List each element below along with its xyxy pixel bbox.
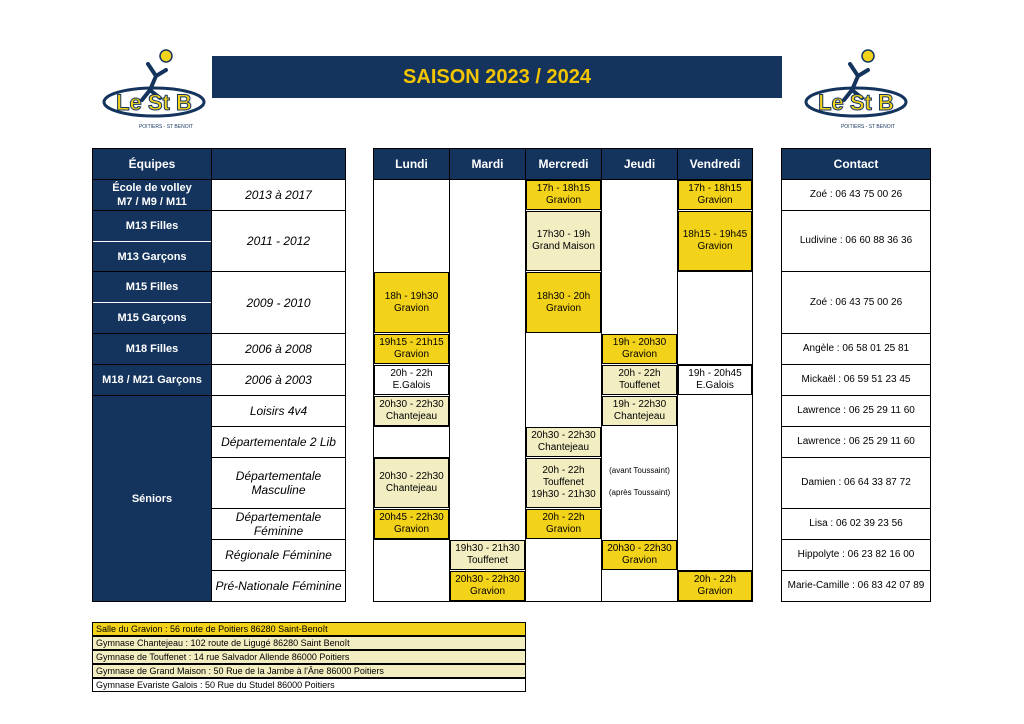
slot-cell: 20h - 22h Touffenet [602,365,677,395]
slot-cell: 20h30 - 22h30 Chantejeau [526,427,601,457]
age-range: 2009 - 2010 [246,295,311,310]
slot-cell: 20h30 - 22h30 Gravion [450,571,525,601]
logo-text: Le St B [116,90,192,115]
slot-cell: 20h30 - 22h30 Chantejeau [374,396,449,426]
day-header-vendredi: Vendredi [678,149,752,179]
slot-cell: 19h30 - 21h30 Touffenet [450,540,525,570]
contact-entry: Hippolyte : 06 23 82 16 00 [797,549,915,560]
logo-subtitle: POITIERS - ST BENOIT [138,124,194,130]
team-m18-m21-garcons: M18 / M21 Garçons [93,365,211,395]
contact-entry: Angèle : 06 58 01 25 81 [802,343,910,354]
day-header-jeudi: Jeudi [602,149,677,179]
logo-text: Le St B [818,90,894,115]
age-range: 2011 - 2012 [246,234,311,248]
contact-entry: Zoé : 06 43 75 00 26 [809,189,903,200]
legend-gravion: Salle du Gravion : 56 route de Poitiers 86280 Saint-Benoît [92,622,526,636]
age-range: 2006 à 2008 [245,342,312,356]
age-range: 2006 à 2003 [245,373,312,387]
slot-cell: 17h30 - 19h Grand Maison [526,211,601,271]
legend-grand-maison: Gymnase de Grand Maison : 50 Rue de la Jambe à l'Âne 86000 Poitiers [92,664,526,678]
slot-note: (avant Toussaint) [609,466,670,475]
team-m18-filles: M18 Filles [93,334,211,364]
contact-entry: Ludivine : 06 60 88 36 36 [799,235,913,246]
team-m13-garcons: M13 Garçons [93,242,211,271]
day-header-lundi: Lundi [374,149,449,179]
contact-header: Contact [782,149,930,179]
level-label: Départementale Masculine [235,469,322,497]
slot-cell: 19h15 - 21h15 Gravion [374,334,449,364]
day-header-mardi: Mardi [450,149,525,179]
slot-cell: 20h - 22h Touffenet 19h30 - 21h30 [526,458,601,508]
contact-entry: Zoé : 06 43 75 00 26 [809,296,903,308]
legend-chantejeau: Gymnase Chantejeau : 102 route de Ligugé 86280 Saint Benoît [92,636,526,650]
logo-subtitle: POITIERS - ST BENOIT [840,124,896,130]
slot-cell: 19h - 22h30 Chantejeau [602,396,677,426]
slot-cell: 18h30 - 20h Gravion [526,272,601,333]
team-m13-filles: M13 Filles [93,211,211,241]
slot-cell: 20h - 22h Gravion [526,509,601,539]
team-m15-garcons: M15 Garçons [93,303,211,333]
slot-cell: 20h - 22h Gravion [678,571,752,601]
page-title: SAISON 2023 / 2024 [212,56,782,98]
contact-entry: Damien : 06 64 33 87 72 [801,477,911,488]
team-ecole: École de volley M7 / M9 / M11 [93,180,211,210]
legend-galois: Gymnase Evariste Galois : 50 Rue du Studel 86000 Poitiers [92,678,526,692]
slot-cell: 17h - 18h15 Gravion [526,180,601,210]
slot-cell: 20h45 - 22h30 Gravion [374,509,449,539]
club-logo-right [802,46,910,134]
slot-cell: 18h15 - 19h45 Gravion [678,211,752,271]
day-header-mercredi: Mercredi [526,149,601,179]
contact-entry: Mickaël : 06 59 51 23 45 [801,374,911,385]
age-range: 2013 à 2017 [245,188,312,202]
level-label: Départementale Féminine [235,510,322,538]
team-seniors: Séniors [93,396,211,601]
contact-entry: Lawrence : 06 25 29 11 60 [797,405,915,416]
contact-entry: Lawrence : 06 25 29 11 60 [797,436,915,447]
contact-entry: Lisa : 06 02 39 23 56 [809,518,903,529]
club-logo-left [100,46,208,134]
slot-cell: 18h - 19h30 Gravion [374,272,449,333]
teams-header: Équipes [93,149,211,179]
slot-cell: 20h30 - 22h30 Gravion [602,540,677,570]
level-label: Départementale 2 Lib [221,435,336,449]
contact-entry: Marie-Camille : 06 83 42 07 89 [787,580,925,591]
slot-cell: 20h30 - 22h30 Chantejeau [374,458,449,508]
legend-touffenet: Gymnase de Touffenet : 14 rue Salvador Allende 86000 Poitiers [92,650,526,664]
slot-cell: 17h - 18h15 Gravion [678,180,752,210]
level-label: Régionale Féminine [225,548,332,562]
slot-cell: 19h - 20h45 E.Galois [678,365,752,395]
team-m15-filles: M15 Filles [93,272,211,302]
slot-note: (après Toussaint) [608,488,671,497]
slot-cell: 19h - 20h30 Gravion [602,334,677,364]
age-header [212,149,345,179]
level-label: Pré-Nationale Féminine [215,579,342,593]
slot-cell: 20h - 22h E.Galois [374,365,449,395]
level-label: Loisirs 4v4 [249,404,308,418]
